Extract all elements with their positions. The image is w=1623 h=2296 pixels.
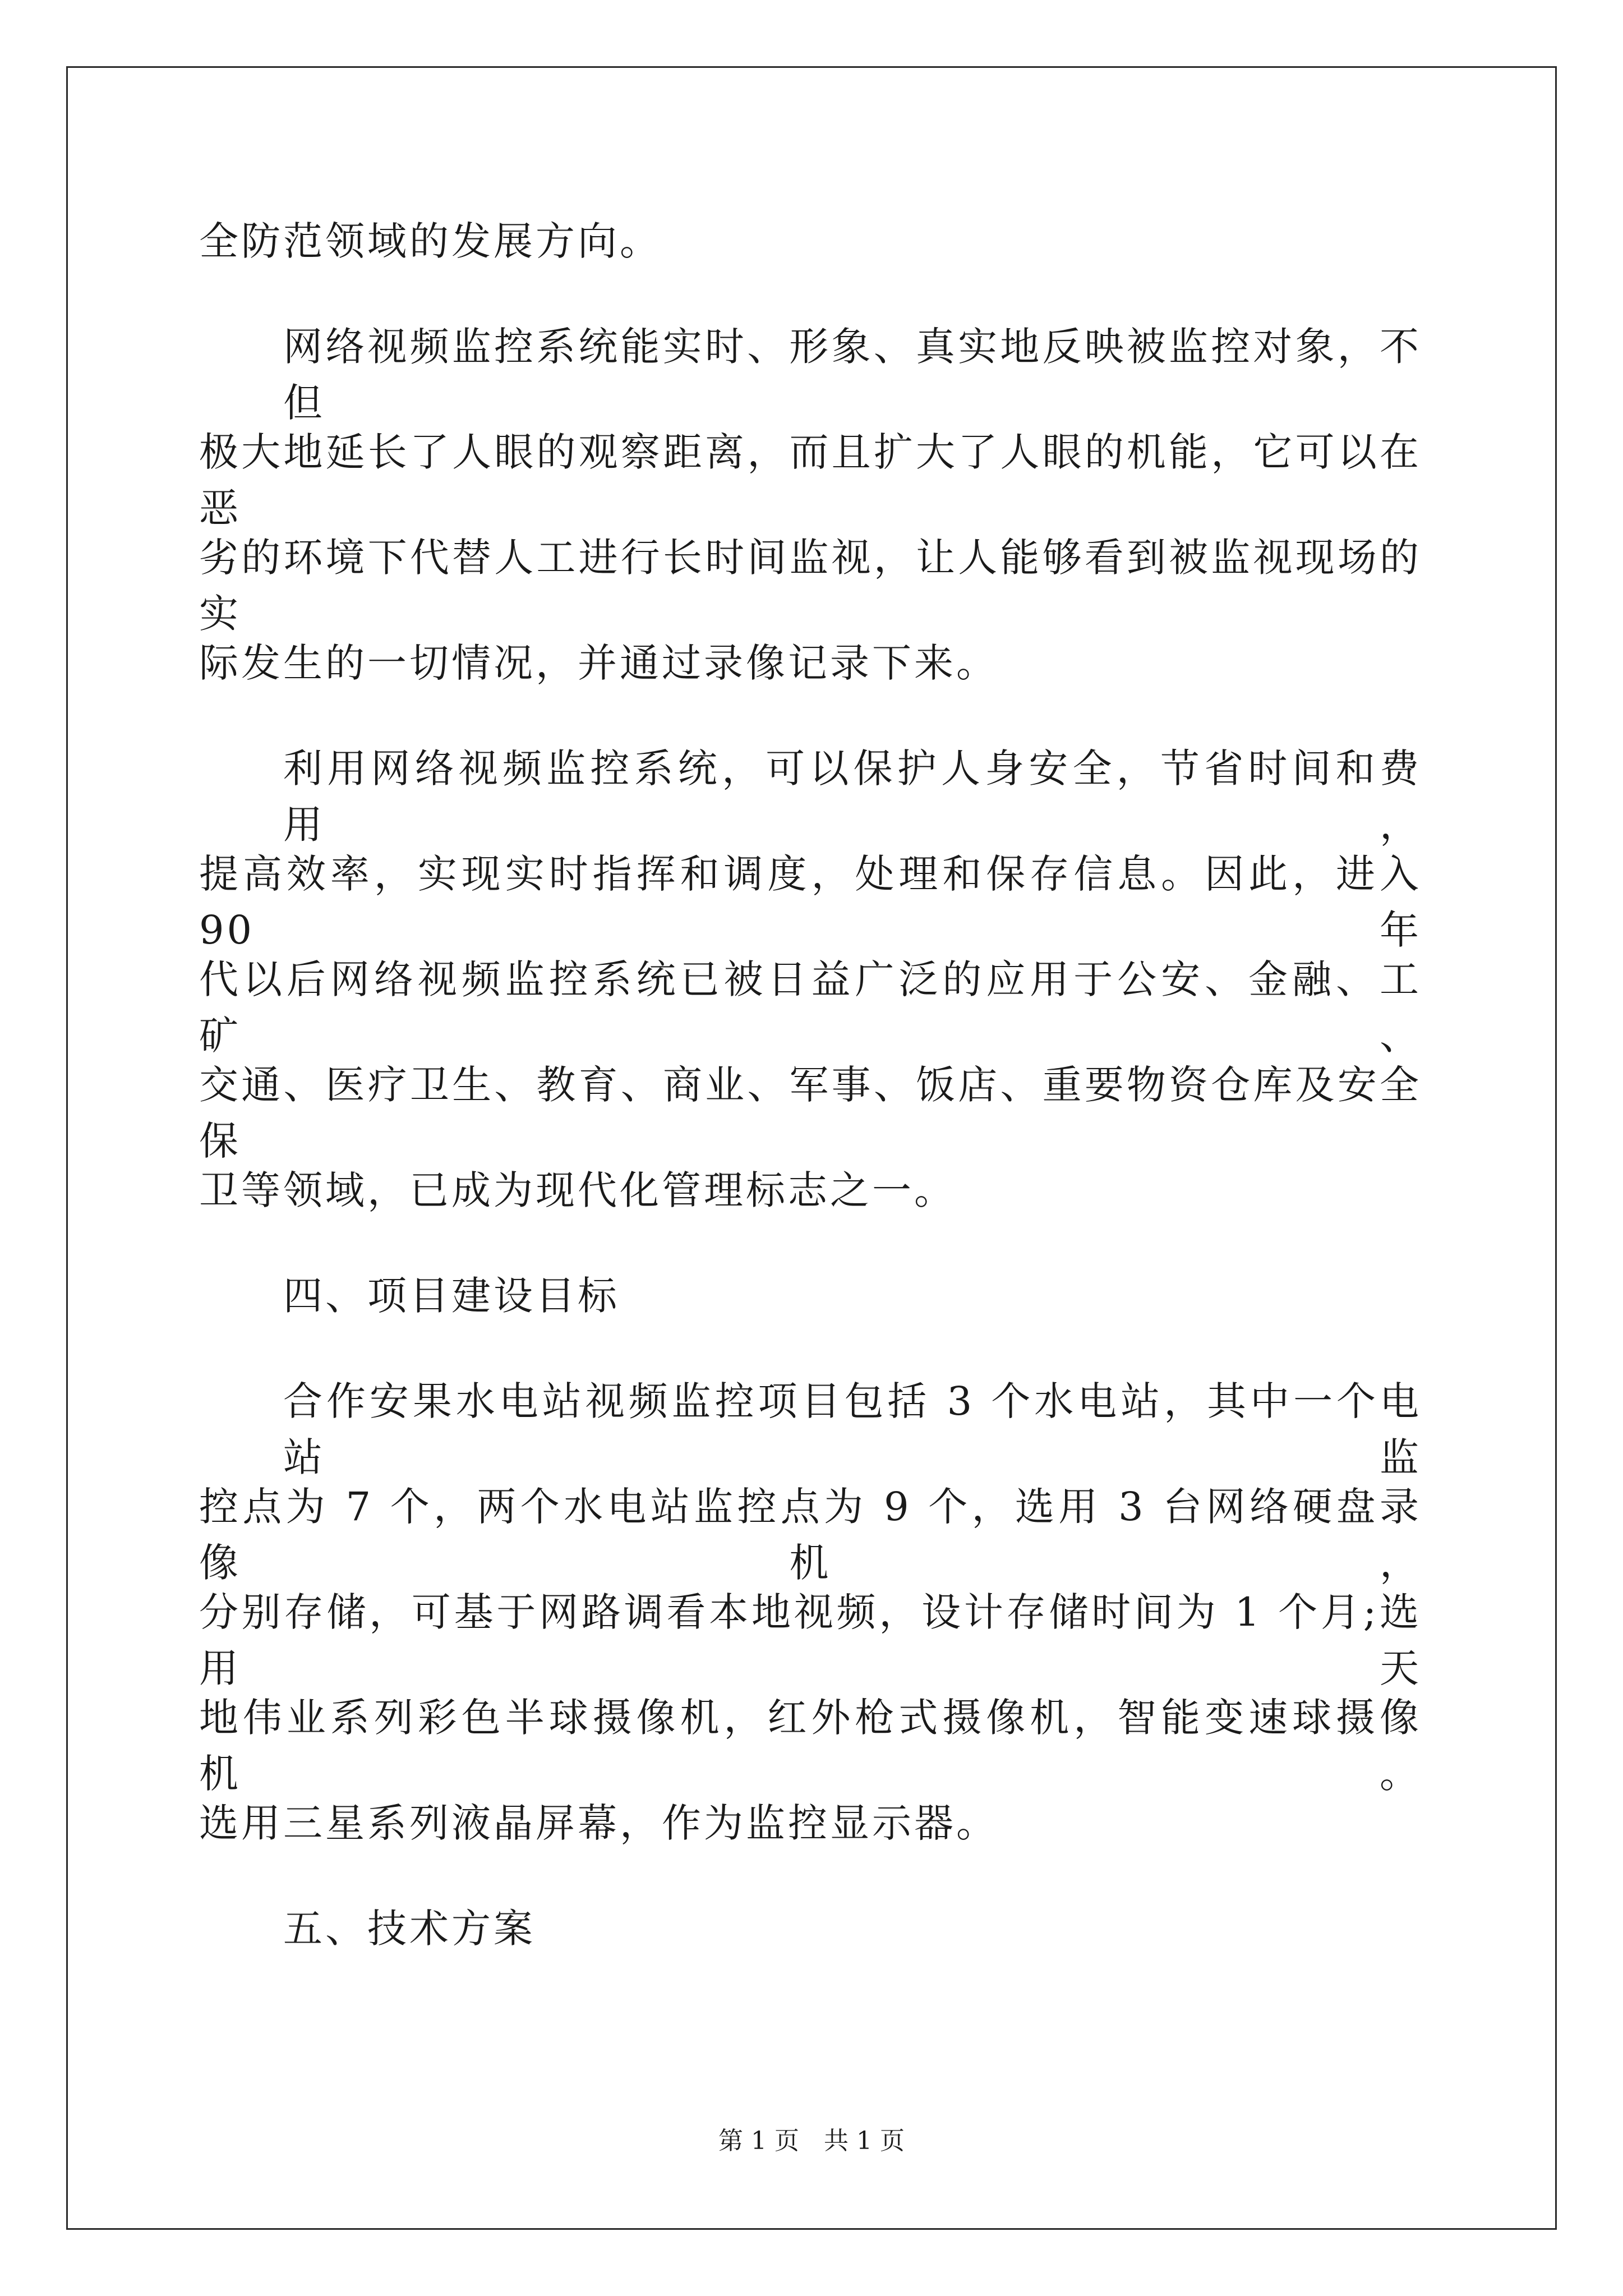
text-line-16: 选用三星系列液晶屏幕，作为监控显示器。 bbox=[199, 1800, 998, 1846]
text-line-4: 劣的环境下代替人工进行长时间监视，让人能够看到被监视现场的实 bbox=[199, 535, 1422, 637]
text-line-13: 控点为 7 个，两个水电站监控点为 9 个，选用 3 台网络硬盘录像机， bbox=[199, 1484, 1422, 1586]
text-line-2: 网络视频监控系统能实时、形象、真实地反映被监控对象，不但 bbox=[283, 324, 1422, 426]
document-body bbox=[199, 213, 1422, 2006]
text-line-3: 极大地延长了人眼的观察距离，而且扩大了人眼的机能，它可以在恶 bbox=[199, 429, 1422, 531]
text-line-6: 利用网络视频监控系统，可以保护人身安全，节省时间和费用， bbox=[283, 746, 1422, 848]
text-line-9: 交通、医疗卫生、教育、商业、军事、饭店、重要物资仓库及安全保 bbox=[199, 1062, 1422, 1164]
page-footer: 第 1 页 共 1 页 bbox=[718, 2127, 905, 2155]
text-line-5: 际发生的一切情况，并通过录像记录下来。 bbox=[199, 640, 998, 686]
text-line-8: 代以后网络视频监控系统已被日益广泛的应用于公安、金融、工矿、 bbox=[199, 956, 1422, 1059]
text-line-15: 地伟业系列彩色半球摄像机，红外枪式摄像机，智能变速球摄像机。 bbox=[199, 1695, 1422, 1797]
text-line-12: 合作安果水电站视频监控项目包括 3 个水电站，其中一个电站监 bbox=[283, 1378, 1422, 1480]
text-line-10: 卫等领域，已成为现代化管理标志之一。 bbox=[199, 1167, 956, 1213]
text-line-1: 全防范领域的发展方向。 bbox=[199, 218, 662, 264]
section-heading-5: 五、技术方案 bbox=[283, 1906, 536, 1952]
text-line-7: 提高效率，实现实时指挥和调度，处理和保存信息。因此，进入 90 年 bbox=[199, 851, 1422, 953]
section-heading-4: 四、项目建设目标 bbox=[283, 1273, 620, 1319]
text-line-14: 分别存储，可基于网路调看本地视频，设计存储时间为 1 个月;选用天 bbox=[199, 1589, 1422, 1691]
